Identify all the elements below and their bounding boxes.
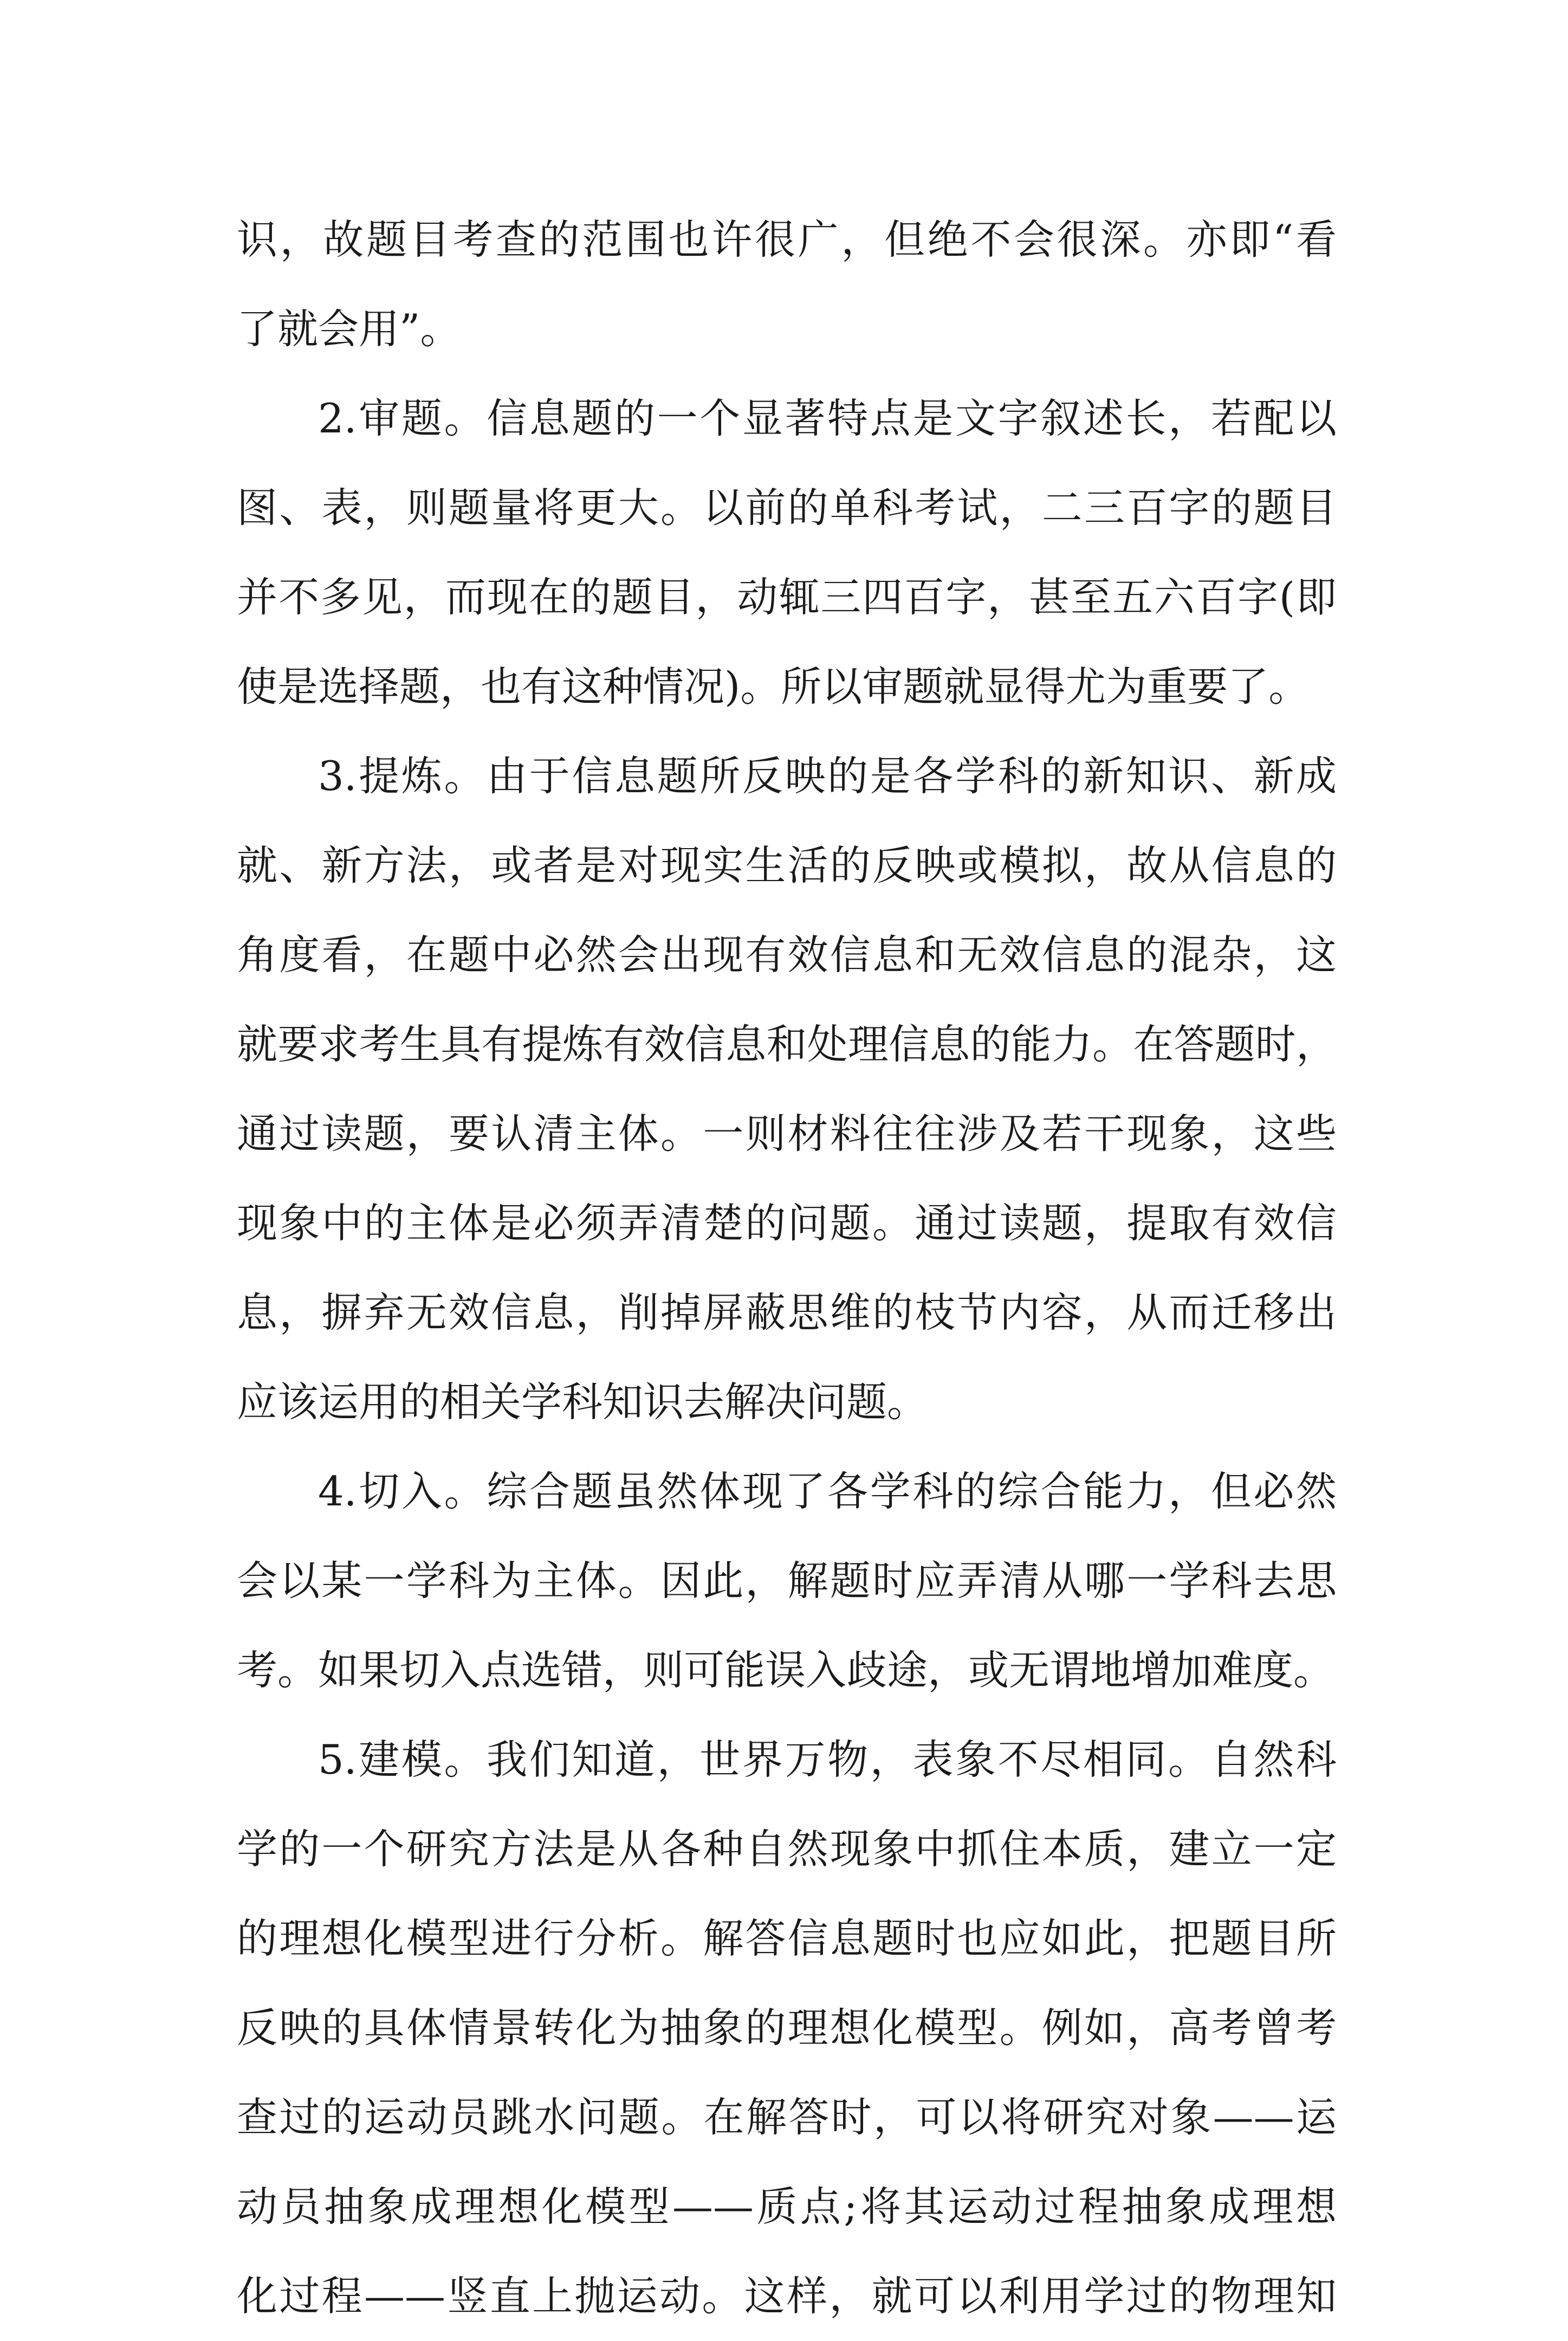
text-line: 化过程——竖直上抛运动。这样，就可以利用学过的物理知 (237, 2272, 1337, 2320)
paragraph-2 (237, 374, 1337, 732)
text-line: 学的一个研究方法是从各种自然现象中抓住本质，建立一定 (237, 1825, 1337, 1873)
body-text (237, 195, 1337, 2341)
text-line: 就要求考生具有提炼有效信息和处理信息的能力。在答题时， (237, 1020, 1337, 1068)
paragraph-1 (237, 195, 1337, 374)
text-line: 考。如果切入点选错，则可能误入歧途，或无谓地增加难度。 (237, 1646, 1334, 1694)
paragraph-3 (237, 732, 1337, 1447)
text-line: 4.切入。综合题虽然体现了各学科的综合能力，但必然 (318, 1467, 1337, 1515)
text-line: 息，摒弃无效信息，削掉屏蔽思维的枝节内容，从而迁移出 (237, 1289, 1337, 1336)
text-line: 了就会用”。 (237, 305, 461, 353)
text-line: 使是选择题，也有这种情况)。所以审题就显得尤为重要了。 (237, 663, 1310, 710)
text-line: 2.审题。信息题的一个显著特点是文字叙述长，若配以 (318, 395, 1337, 442)
text-line: 就、新方法，或者是对现实生活的反映或模拟，故从信息的 (237, 842, 1337, 889)
text-line: 应该运用的相关学科知识去解决问题。 (237, 1378, 928, 1426)
text-line: 反映的具体情景转化为抽象的理想化模型。例如，高考曾考 (237, 2004, 1337, 2052)
text-line: 5.建模。我们知道，世界万物，表象不尽相同。自然科 (318, 1736, 1337, 1783)
paragraph-5 (237, 1715, 1337, 2341)
text-line: 动员抽象成理想化模型——质点;将其运动过程抽象成理想 (237, 2183, 1337, 2230)
text-line: 识，故题目考查的范围也许很广，但绝不会很深。亦即“看 (237, 216, 1337, 263)
paragraph-4 (237, 1447, 1337, 1715)
text-line: 图、表，则题量将更大。以前的单科考试，二三百字的题目 (237, 484, 1337, 532)
text-line: 3.提炼。由于信息题所反映的是各学科的新知识、新成 (318, 752, 1337, 800)
text-line: 并不多见，而现在的题目，动辄三四百字，甚至五六百字(即 (237, 573, 1337, 621)
text-line: 通过读题，要认清主体。一则材料往往涉及若干现象，这些 (237, 1110, 1337, 1157)
text-line: 现象中的主体是必须弄清楚的问题。通过读题，提取有效信 (237, 1199, 1337, 1247)
text-line: 会以某一学科为主体。因此，解题时应弄清从哪一学科去思 (237, 1557, 1337, 1605)
text-line: 的理想化模型进行分析。解答信息题时也应如此，把题目所 (237, 1915, 1337, 1962)
text-line: 查过的运动员跳水问题。在解答时，可以将研究对象——运 (237, 2093, 1337, 2141)
text-line: 角度看，在题中必然会出现有效信息和无效信息的混杂，这 (237, 931, 1337, 979)
